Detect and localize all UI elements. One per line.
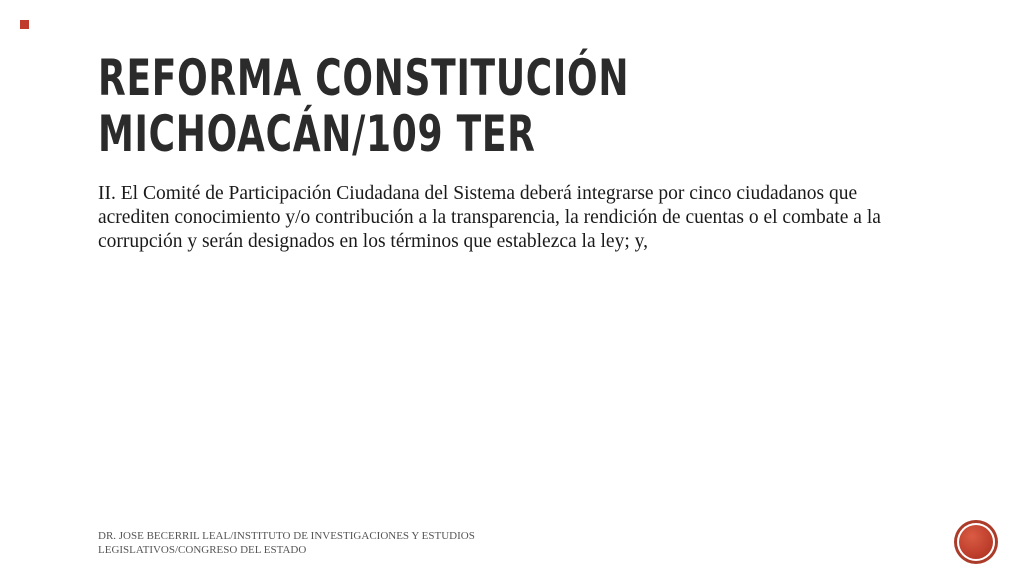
slide-body-text: II. El Comité de Participación Ciudadana del Sistema deberá integrarse por cinco ciudadanos que acrediten conocimiento y/o contribución a la transparencia, la rendición de cuentas o el combate a la corrupción y serán designados en los términos que establezca la ley; y, [98, 183, 881, 252]
accent-square [20, 20, 29, 29]
slide-title: REFORMA CONSTITUCIÓN MICHOACÁN/109 TER [98, 49, 630, 163]
slide-footer: DR. JOSE BECERRIL LEAL/INSTITUTO DE INVESTIGACIONES Y ESTUDIOS LEGISLATIVOS/CONGRESO DEL ESTADO [98, 530, 475, 556]
page-number-badge [957, 523, 995, 561]
